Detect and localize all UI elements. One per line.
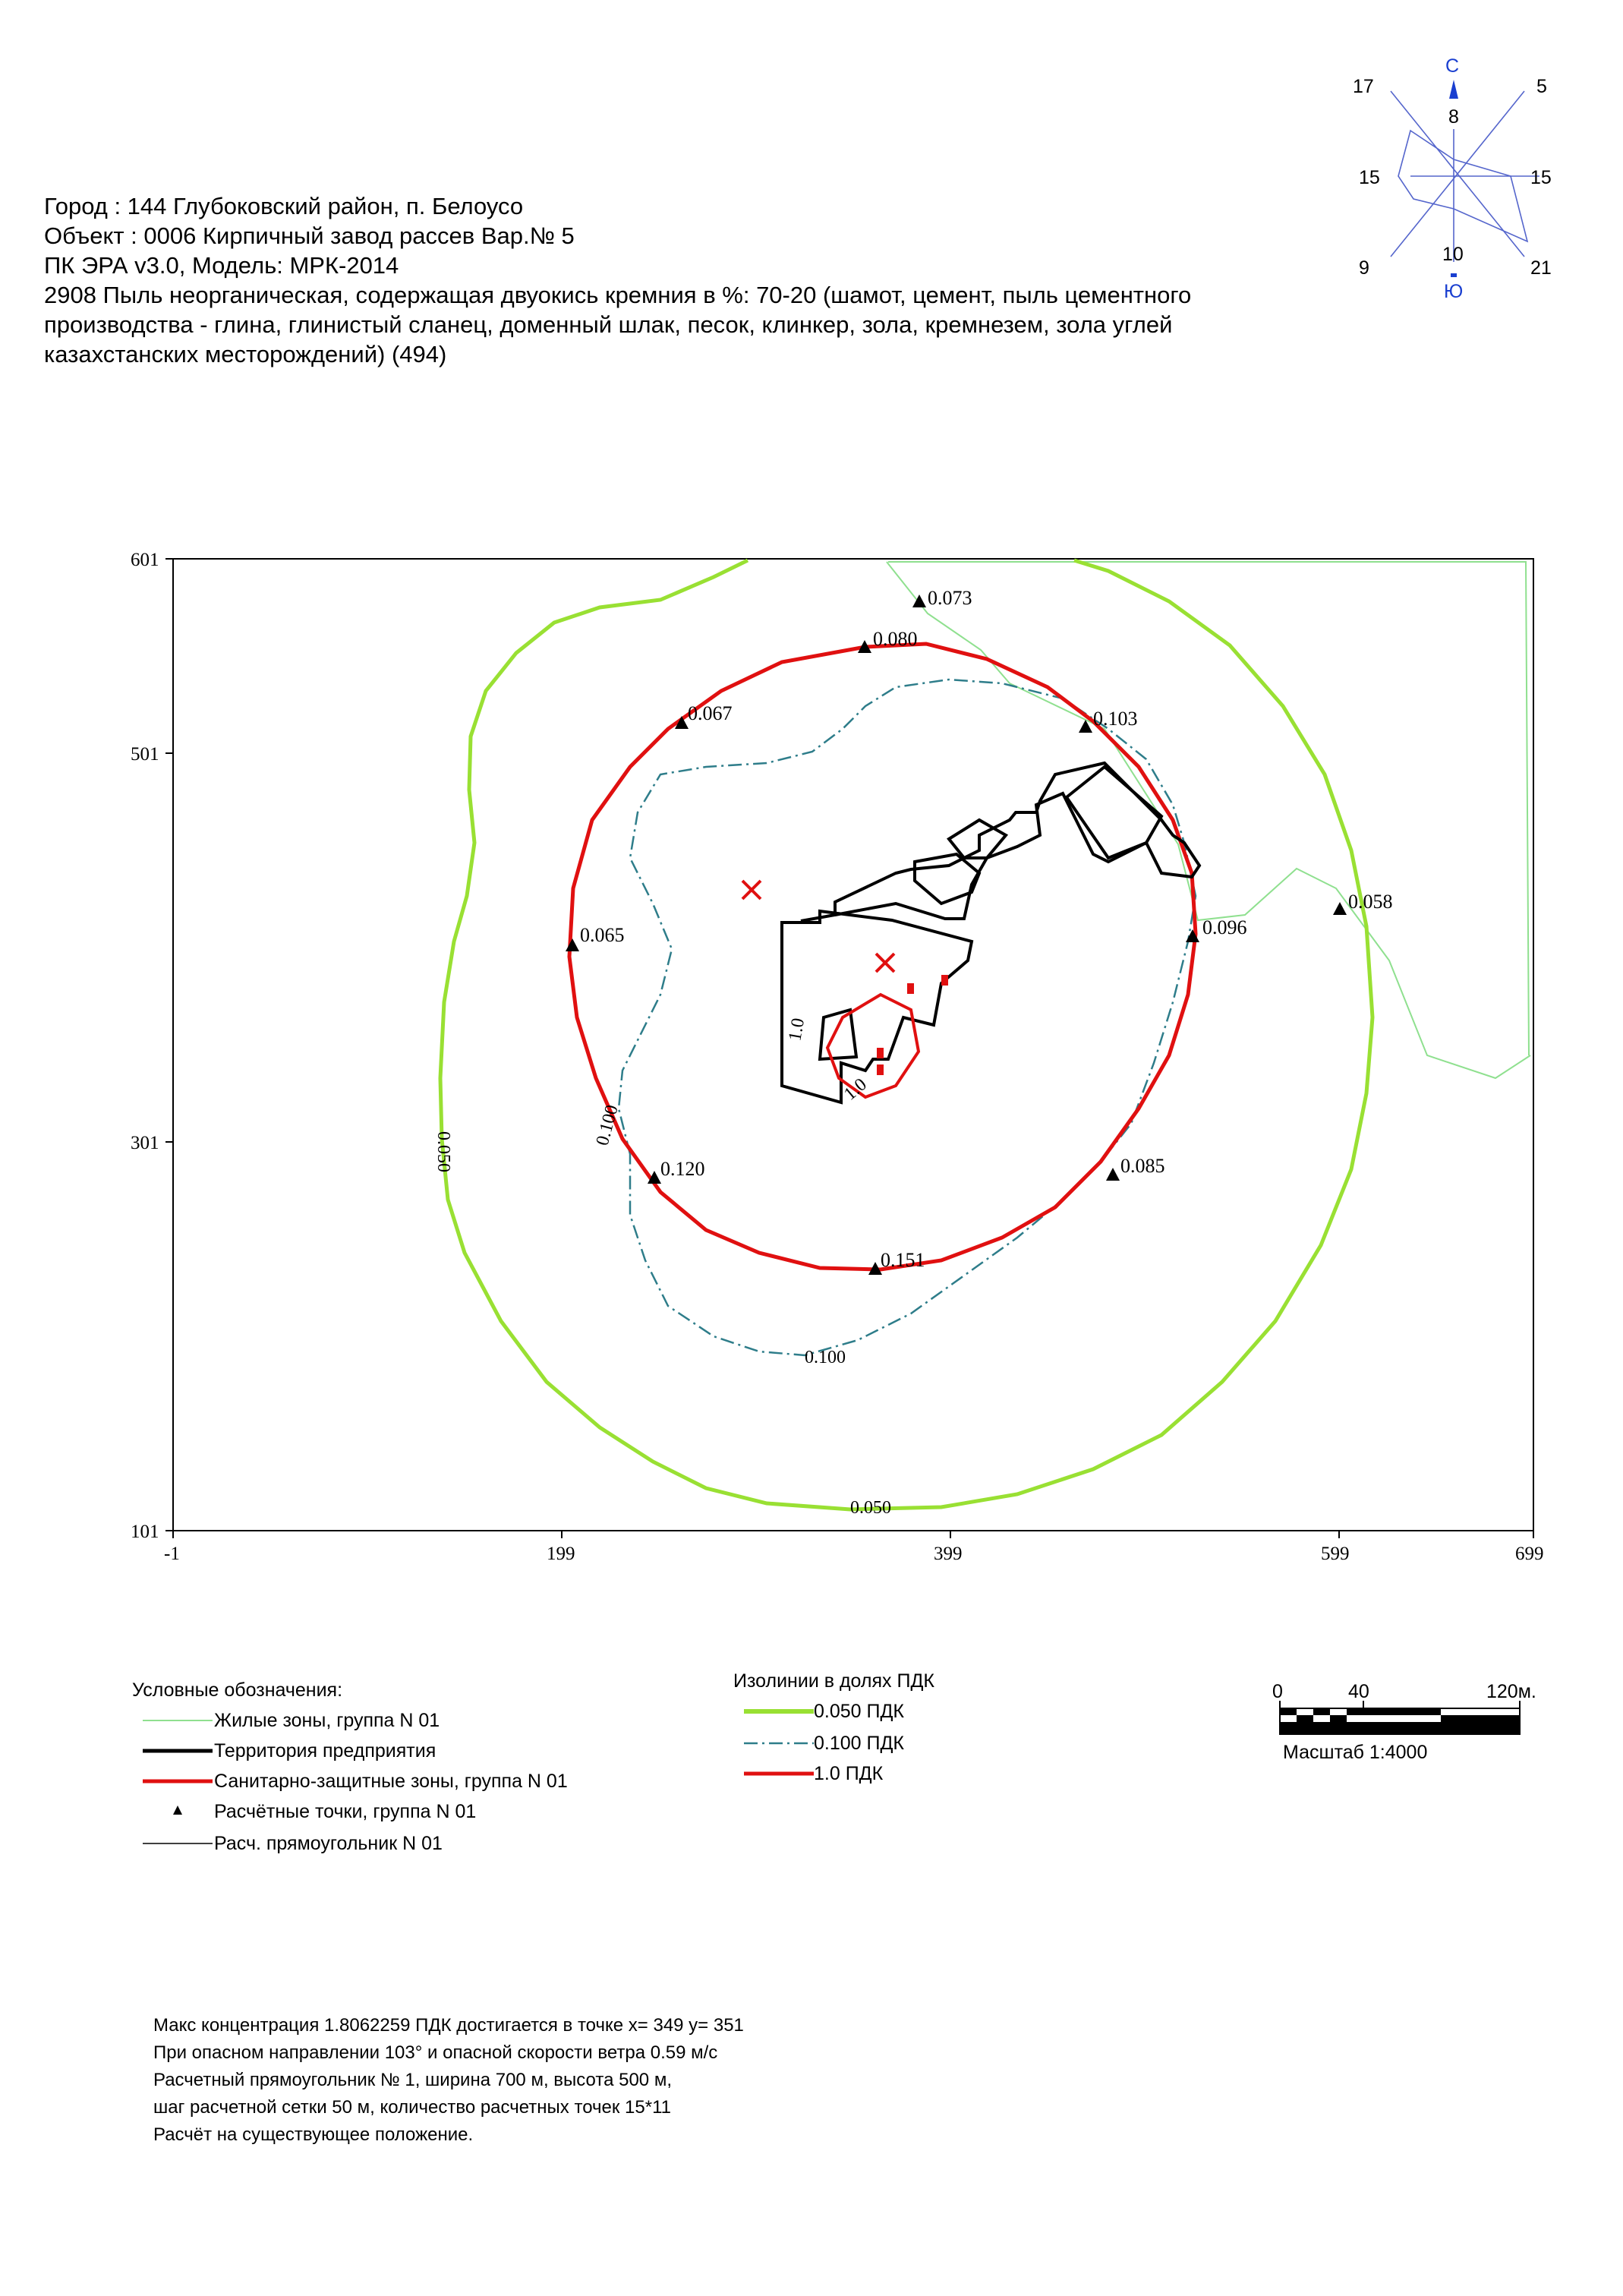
map-ticks: [165, 559, 1533, 1538]
header-city: Город : 144 Глубоковский район, п. Белоусо: [44, 193, 524, 219]
legend-territory: Территория предприятия: [214, 1740, 436, 1761]
scale-tick-40: 40: [1348, 1681, 1369, 1702]
wind-rose-w: 15: [1359, 167, 1380, 188]
isoline-legend-1: 1.0 ПДК: [814, 1763, 884, 1784]
wind-rose: [1353, 55, 1552, 302]
wind-rose-e: 15: [1530, 167, 1552, 188]
iso100-left-label: 0.100: [592, 1102, 622, 1148]
calc-point-label: 0.085: [1120, 1155, 1165, 1177]
y-tick-501: 501: [131, 744, 159, 765]
header-substance: 2908 Пыль неорганическая, содержащая двуокись кремния в %: 70-20 (шамот, цемент, пыль цементного: [44, 282, 1192, 308]
enterprise-territory: [782, 763, 1199, 1105]
iso050-bottom-label: 0.050: [850, 1498, 891, 1518]
legend-residential: Жилые зоны, группа N 01: [214, 1710, 440, 1731]
scale-tick-120: 120м.: [1486, 1681, 1536, 1702]
summary-max: Макс концентрация 1.8062259 ПДК достигается в точке x= 349 y= 351: [153, 2015, 744, 2036]
iso100-bottom-label: 0.100: [805, 1348, 846, 1367]
header-model: ПК ЭРА v3.0, Модель: МРК-2014: [44, 252, 399, 279]
legend-points: Расчётные точки, группа N 01: [214, 1801, 477, 1822]
wind-rose-ne: 5: [1536, 76, 1547, 97]
residential-zone: [887, 562, 1530, 1078]
calc-point-label: 0.096: [1202, 916, 1247, 938]
x-tick-199: 199: [547, 1544, 575, 1564]
isolines-title: Изолинии в долях ПДК: [733, 1670, 934, 1692]
summary-grid: шаг расчетной сетки 50 м, количество расчетных точек 15*11: [153, 2097, 671, 2118]
isoline-legend-100: 0.100 ПДК: [814, 1733, 904, 1754]
y-tick-301: 301: [131, 1133, 159, 1153]
y-tick-601: 601: [131, 550, 159, 570]
isoline-legend-050: 0.050 ПДК: [814, 1701, 904, 1722]
max-concentration-marker-icon: [742, 881, 894, 972]
calc-point-label: 0.067: [688, 702, 733, 724]
wind-rose-nw: 17: [1353, 76, 1374, 97]
header-object: Объект : 0006 Кирпичный завод рассев Вар.№ 5: [44, 222, 575, 249]
calc-point-icon: [1106, 1168, 1120, 1181]
summary-rect: Расчетный прямоугольник № 1, ширина 700 м, высота 500 м,: [153, 2070, 672, 2090]
x-tick-599: 599: [1321, 1544, 1350, 1564]
wind-rose-south: Ю: [1444, 281, 1464, 302]
y-tick-101: 101: [131, 1522, 159, 1542]
wind-rose-s: 10: [1442, 244, 1464, 265]
summary-wind: При опасном направлении 103° и опасной скорости ветра 0.59 м/с: [153, 2042, 718, 2063]
wind-rose-n: 8: [1448, 106, 1459, 128]
calc-point-icon: [566, 938, 579, 951]
legend-sanitary: Санитарно-защитные зоны, группа N 01: [214, 1771, 568, 1792]
legend-text: [132, 1670, 934, 1854]
calc-point-label: 0.080: [873, 628, 918, 650]
header-substance-cont: производства - глина, глинистый сланец, доменный шлак, песок, клинкер, зола, кремнезем, зола углей: [44, 311, 1173, 338]
south-tick-icon: [1451, 273, 1457, 277]
north-arrow-icon: [1449, 80, 1458, 99]
x-tick-399: 399: [934, 1544, 963, 1564]
scale-bar: [1280, 1701, 1520, 1734]
calc-point-label: 0.151: [881, 1249, 925, 1271]
calc-point-label: 0.120: [660, 1158, 705, 1180]
calc-point-label: 0.103: [1093, 708, 1138, 730]
legend-title: Условные обозначения:: [132, 1679, 343, 1701]
wind-rose-north: С: [1445, 55, 1460, 77]
wind-rose-sw: 9: [1359, 257, 1369, 279]
scale-label: Масштаб 1:4000: [1283, 1742, 1428, 1763]
x-tick-m1: -1: [164, 1544, 180, 1564]
summary-status: Расчёт на существующее положение.: [153, 2124, 474, 2145]
header-substance-end: казахстанских месторождений) (494): [44, 341, 447, 367]
iso1-label-a: 1.0: [785, 1016, 809, 1043]
x-tick-699: 699: [1515, 1544, 1544, 1564]
wind-rose-se: 21: [1530, 257, 1552, 279]
calc-point-label: 0.058: [1348, 891, 1393, 913]
isoline-0050: [440, 560, 1372, 1509]
calc-point-label: 0.065: [580, 924, 625, 946]
legend-rectangle: Расч. прямоугольник N 01: [214, 1833, 443, 1854]
calc-point-label: 0.073: [928, 587, 972, 609]
calc-point-icon: [1186, 929, 1199, 942]
iso050-left-label: 0.050: [433, 1131, 453, 1172]
iso1-label-b: 1.0: [840, 1074, 871, 1105]
calc-summary: [153, 2012, 744, 2149]
scale-tick-0: 0: [1272, 1681, 1283, 1702]
calc-point-icon: [1333, 902, 1347, 915]
